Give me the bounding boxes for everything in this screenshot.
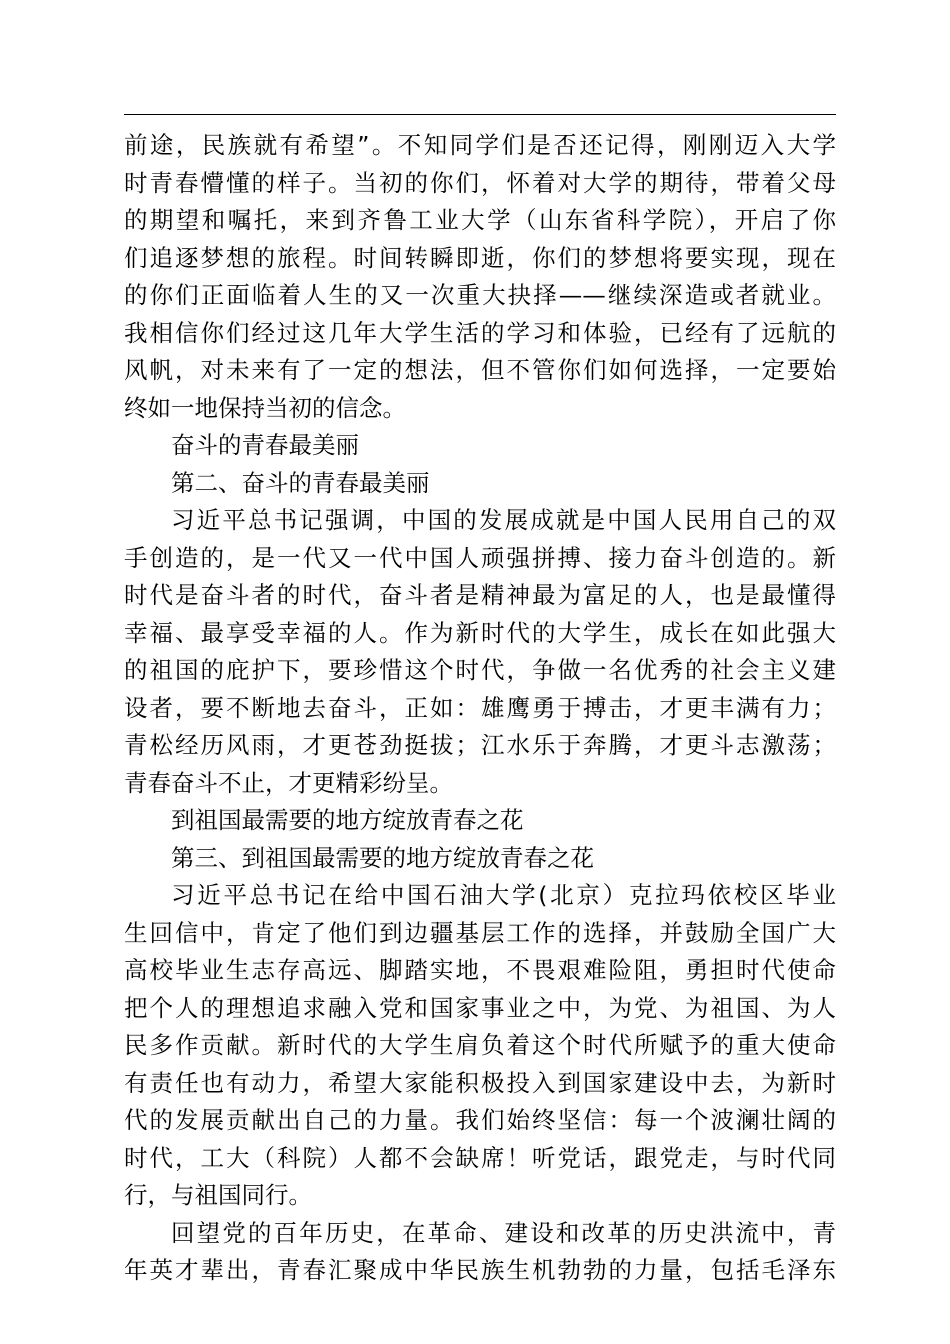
text-line: 回望党的百年历史，在革命、建设和改革的历史洪流中，青 xyxy=(171,1218,836,1247)
text-line: 习近平总书记强调，中国的发展成就是中国人民用自己的双 xyxy=(171,506,836,534)
text-line: 民多作贡献。新时代的大学生肩负着这个时代所赋予的重大使命 xyxy=(124,1031,836,1059)
text-line: 青松经历风雨，才更苍劲挺拔；江水乐于奔腾，才更斗志激荡； xyxy=(124,731,836,759)
paragraph xyxy=(124,502,836,802)
paragraph xyxy=(124,127,836,427)
section-heading: 奋斗的青春最美丽 xyxy=(171,431,359,459)
text-line: 风帆，对未来有了一定的想法，但不管你们如何选择，一定要始 xyxy=(124,356,836,384)
text-line: 时青春懵懂的样子。当初的你们，怀着对大学的期待，带着父母 xyxy=(124,168,836,197)
text-line: 幸福、最享受幸福的人。作为新时代的大学生，成长在如此强大 xyxy=(124,618,836,647)
section-heading: 第三、到祖国最需要的地方绽放青春之花 xyxy=(171,843,594,872)
document-body xyxy=(124,127,836,1290)
text-line: 的期望和嘱托，来到齐鲁工业大学（山东省科学院），开启了你 xyxy=(124,206,836,234)
text-line: 代的发展贡献出自己的力量。我们始终坚信：每一个波澜壮阔的 xyxy=(124,1106,836,1134)
text-line: 青春奋斗不止，才更精彩纷呈。 xyxy=(124,768,453,797)
text-line: 们追逐梦想的旅程。时间转瞬即逝，你们的梦想将要实现，现在 xyxy=(124,243,836,272)
header-rule xyxy=(124,114,836,115)
text-line: 设者，要不断地去奋斗，正如：雄鹰勇于搏击，才更丰满有力； xyxy=(124,693,836,722)
text-line: 前途，民族就有希望”。不知同学们是否还记得，刚刚迈入大学 xyxy=(124,131,836,159)
text-line: 时代是奋斗者的时代，奋斗者是精神最为富足的人，也是最懂得 xyxy=(124,581,836,609)
text-line: 我相信你们经过这几年大学生活的学习和体验，已经有了远航的 xyxy=(124,318,836,347)
section-heading: 第二、奋斗的青春最美丽 xyxy=(171,468,430,497)
text-line: 有责任也有动力，希望大家能积极投入到国家建设中去，为新时 xyxy=(124,1068,836,1097)
text-line: 终如一地保持当初的信念。 xyxy=(124,393,406,422)
text-line: 高校毕业生志存高远、脚踏实地，不畏艰难险阻，勇担时代使命 xyxy=(124,956,836,984)
text-line: 手创造的，是一代又一代中国人顽强拼搏、接力奋斗创造的。新 xyxy=(124,543,836,572)
text-line: 行，与祖国同行。 xyxy=(124,1181,312,1209)
text-line: 生回信中，肯定了他们到边疆基层工作的选择，并鼓励全国广大 xyxy=(124,918,836,947)
text-line: 习近平总书记在给中国石油大学(北京）克拉玛依校区毕业 xyxy=(171,881,836,909)
section-heading: 到祖国最需要的地方绽放青春之花 xyxy=(171,806,524,834)
paragraph xyxy=(124,877,836,1215)
text-line: 把个人的理想追求融入党和国家事业之中，为党、为祖国、为人 xyxy=(124,993,836,1022)
paragraph xyxy=(124,1215,836,1290)
text-line: 的祖国的庇护下，要珍惜这个时代，争做一名优秀的社会主义建 xyxy=(124,656,836,684)
text-line: 时代，工大（科院）人都不会缺席！听党话，跟党走，与时代同 xyxy=(124,1143,836,1172)
text-line: 的你们正面临着人生的又一次重大抉择——继续深造或者就业。 xyxy=(124,281,836,309)
text-line: 年英才辈出，青春汇聚成中华民族生机勃勃的力量，包括毛泽东 xyxy=(124,1256,836,1284)
